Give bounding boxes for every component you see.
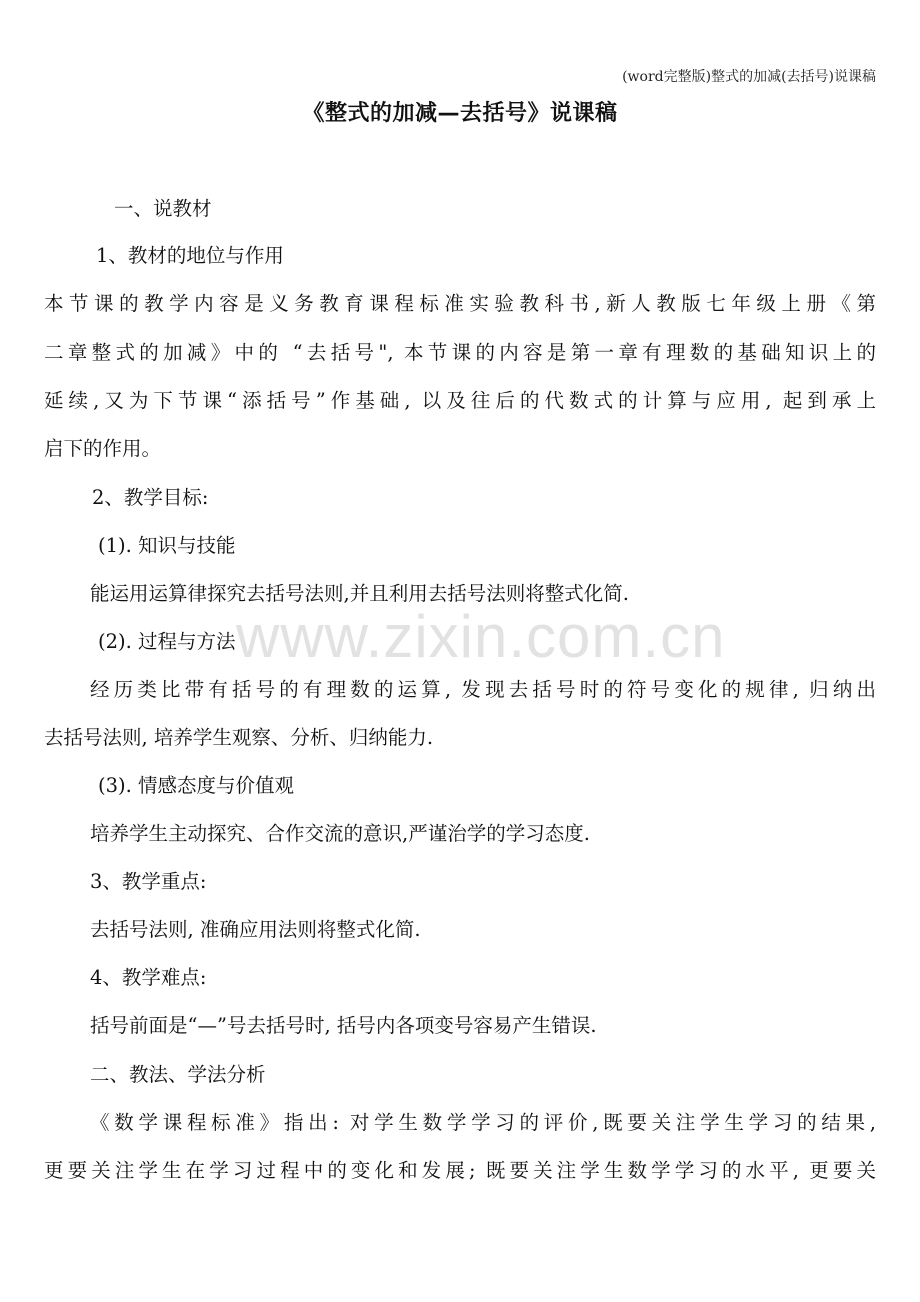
paragraph-line: 本节课的教学内容是义务教育课程标准实验教科书,新人教版七年级上册《第 <box>44 292 876 315</box>
goal-text-1: 能运用运算律探究去括号法则,并且利用去括号法则将整式化简. <box>90 582 629 605</box>
section-heading-1: 一、说教材 <box>114 197 212 220</box>
goal-text-2-line: 去括号法则, 培养学生观察、分析、归纳能力. <box>44 726 434 749</box>
subsection-heading-1-4: 4、教学难点: <box>90 966 207 989</box>
paragraph-line: 延续,又为下节课“添括号”作基础, 以及往后的代数式的计算与应用, 起到承上 <box>44 389 876 412</box>
section-heading-2: 二、教法、学法分析 <box>90 1063 266 1086</box>
paragraph-line: 《数学课程标准》指出: 对学生数学学习的评价,既要关注学生学习的结果, <box>90 1111 876 1134</box>
goal-text-2-line: 经历类比带有括号的有理数的运算, 发现去括号时的符号变化的规律, 归纳出 <box>90 678 876 701</box>
key-point-text: 去括号法则, 准确应用法则将整式化简. <box>90 918 421 941</box>
goal-heading-2: (2). 过程与方法 <box>98 630 236 653</box>
subsection-heading-1-3: 3、教学重点: <box>90 870 207 893</box>
document-title: 《整式的加减—去括号》说课稿 <box>302 101 618 126</box>
paragraph-line: 二章整式的加减》中的 “去括号", 本节课的内容是第一章有理数的基础知识上的 <box>44 341 876 364</box>
goal-text-3: 培养学生主动探究、合作交流的意识,严谨治学的学习态度. <box>90 822 590 845</box>
goal-heading-1: (1). 知识与技能 <box>98 534 236 557</box>
running-header: (word完整版)整式的加减(去括号)说课稿 <box>622 69 876 85</box>
goal-heading-3: (3). 情感态度与价值观 <box>98 774 295 797</box>
watermark: www.zixin.com.cn <box>236 603 726 670</box>
paragraph-line: 更要关注学生在学习过程中的变化和发展; 既要关注学生数学学习的水平, 更要关 <box>44 1159 876 1182</box>
subsection-heading-1-2: 2、教学目标: <box>92 486 209 509</box>
difficulty-text: 括号前面是“—”号去括号时, 括号内各项变号容易产生错误. <box>90 1014 597 1037</box>
subsection-heading-1-1: 1、教材的地位与作用 <box>96 244 284 267</box>
paragraph-line: 启下的作用。 <box>44 437 162 460</box>
